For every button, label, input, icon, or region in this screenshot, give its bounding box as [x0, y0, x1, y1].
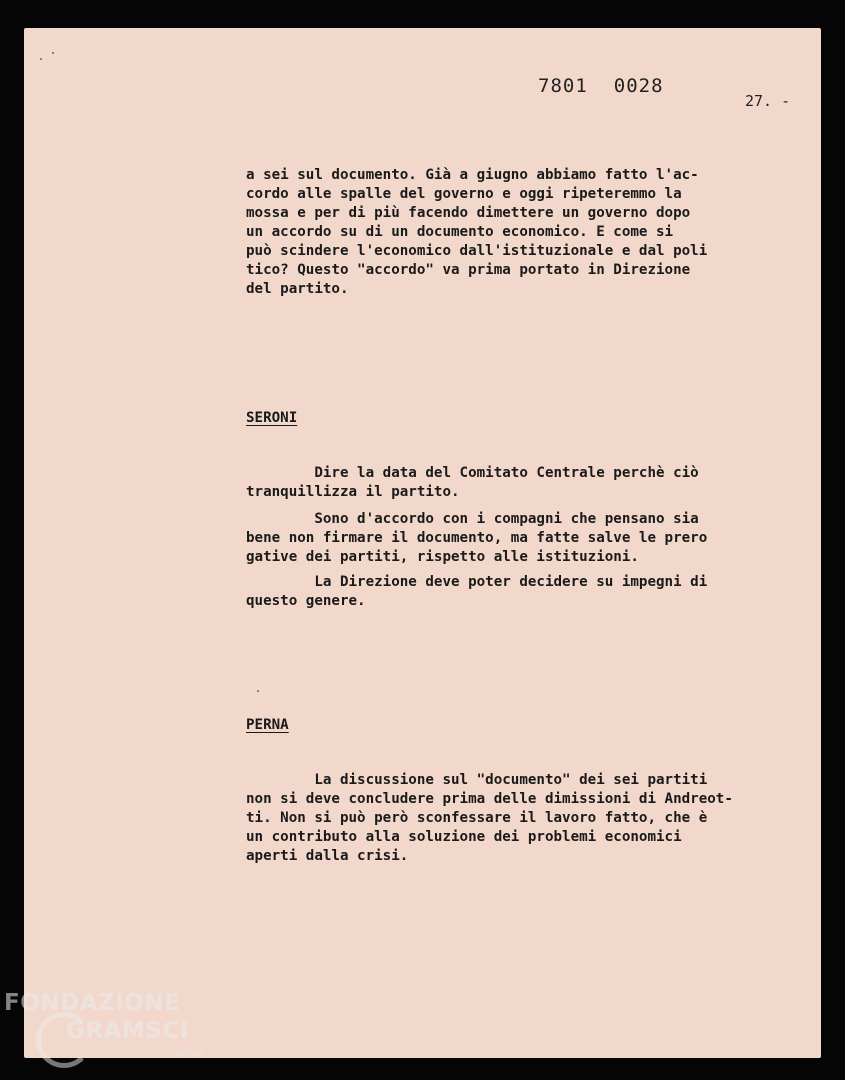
watermark-line-2: GRAMSCI	[66, 1018, 189, 1044]
archive-document-number	[538, 75, 664, 97]
fondazione-gramsci-watermark	[4, 990, 214, 1080]
show-through-text	[244, 300, 750, 354]
doc-number-2: 0028	[613, 75, 664, 97]
paper-speck	[52, 52, 54, 54]
watermark-line-3: onlus	[176, 1048, 203, 1059]
page-number: 27. -	[745, 92, 791, 110]
seroni-paragraph-1: Dire la data del Comitato Centrale perchè ciò tranquillizza il partito.	[246, 465, 699, 500]
seroni-paragraph-3: La Direzione deve poter decidere su impegni di questo genere.	[246, 574, 708, 609]
perna-paragraph-1: La discussione sul "documento" dei sei partiti non si deve concludere prima delle dimissioni di Andreot- ti. Non si può però sconfessare il lavoro fatto, che è un contributo alla soluzione dei problemi economici aperti dalla crisi.	[246, 772, 733, 864]
watermark-line-1: FONDAZIONE	[4, 990, 181, 1016]
speaker-perna: PERNA	[246, 717, 289, 733]
paper-speck	[40, 58, 42, 60]
doc-number-1: 7801	[538, 75, 588, 97]
seroni-paragraph-2: Sono d'accordo con i compagni che pensano sia bene non firmare il documento, ma fatte salve le prero gative dei partiti, rispetto alle istituzioni.	[246, 511, 708, 565]
paper-speck	[257, 690, 259, 692]
speaker-seroni: SERONI	[246, 410, 298, 426]
intro-paragraph: a sei sul documento. Già a giugno abbiamo fatto l'ac- cordo alle spalle del governo e oggi ripeteremmo la mossa e per di più facendo dimettere un governo dopo un accordo su di un documento economico. E come si può scindere l'economico dall'istituzionale e dal poli tico? Questo "accordo" va prima portato in Direzione del partito.	[246, 167, 708, 297]
